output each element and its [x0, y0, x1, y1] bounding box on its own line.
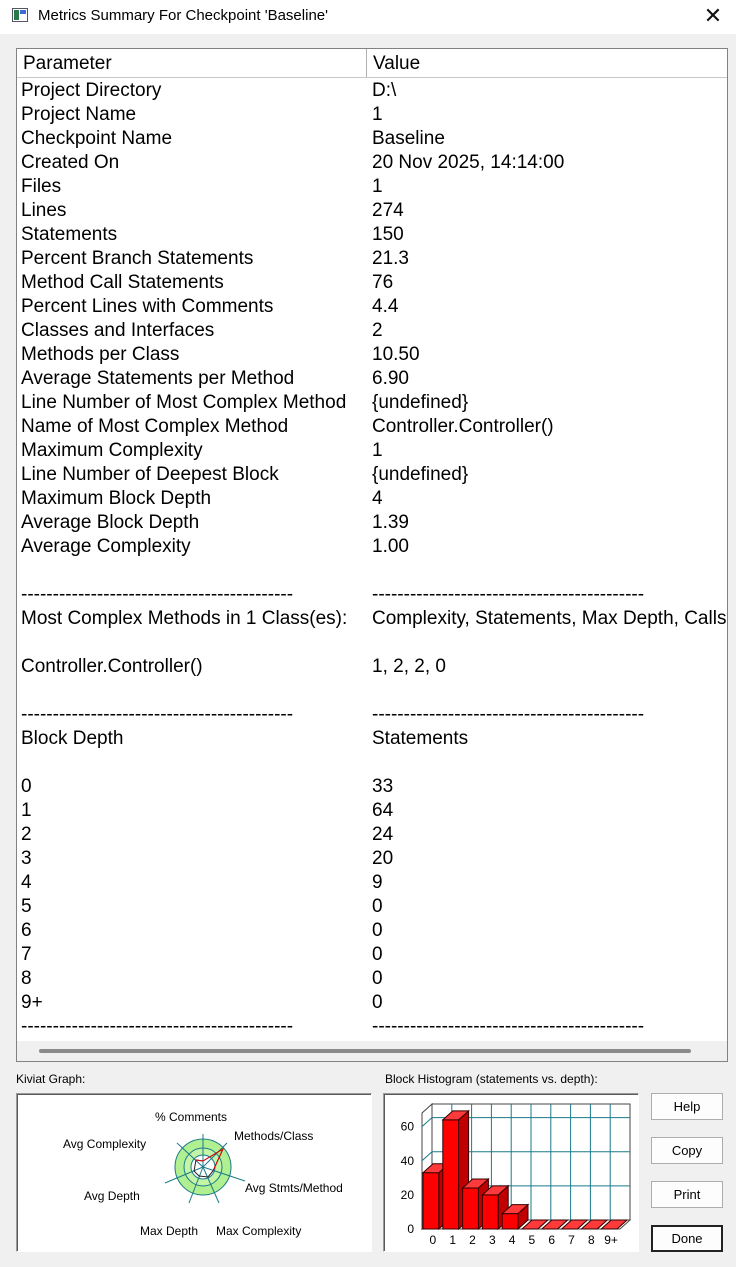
parameter-cell: 7	[21, 944, 32, 965]
parameter-cell: Project Name	[21, 104, 137, 125]
value-cell: Statements	[372, 728, 469, 749]
parameter-cell: Average Block Depth	[21, 512, 200, 533]
table-row[interactable]	[17, 919, 728, 943]
histogram-bar-front	[423, 1173, 439, 1229]
table-row[interactable]	[17, 967, 728, 991]
kiviat-label: Kiviat Graph:	[16, 1072, 86, 1086]
kiviat-graph	[17, 1094, 371, 1251]
value-cell: 274	[372, 200, 404, 221]
table-row[interactable]	[17, 343, 728, 367]
parameter-cell: Average Complexity	[21, 536, 191, 557]
table-row[interactable]	[17, 751, 728, 775]
value-cell: {undefined}	[372, 464, 469, 485]
x-tick-label: 3	[488, 1233, 496, 1247]
x-tick-label: 4	[508, 1233, 516, 1247]
parameter-cell: Maximum Block Depth	[21, 488, 212, 509]
parameter-cell: 1	[21, 800, 32, 821]
table-row[interactable]	[17, 487, 728, 511]
column-header-value[interactable]: Value	[373, 53, 421, 74]
parameter-cell: Block Depth	[21, 728, 124, 749]
table-row[interactable]	[17, 871, 728, 895]
help-button[interactable]: Help	[651, 1093, 723, 1120]
kiviat-axis-label-methods-class: Methods/Class	[234, 1129, 314, 1143]
x-tick-label: 8	[587, 1233, 595, 1247]
x-tick-label: 1	[449, 1233, 457, 1247]
parameter-cell: 5	[21, 896, 32, 917]
value-cell: 1.00	[372, 536, 409, 557]
parameter-cell: Checkpoint Name	[21, 128, 173, 149]
kiviat-axis-label-max-complexity: Max Complexity	[216, 1224, 302, 1238]
table-row[interactable]	[17, 463, 728, 487]
histogram-bar-front	[482, 1195, 498, 1229]
x-tick-label: 2	[469, 1233, 476, 1247]
table-row[interactable]	[17, 559, 728, 583]
table-row[interactable]	[17, 943, 728, 967]
print-button[interactable]: Print	[651, 1181, 723, 1208]
table-row[interactable]	[17, 1015, 728, 1039]
horizontal-scrollbar[interactable]	[17, 1041, 728, 1061]
parameter-cell: -------------------------------------------	[21, 1016, 294, 1037]
value-cell: 2	[372, 320, 383, 341]
parameter-cell: 6	[21, 920, 32, 941]
kiviat-axis-label-avg-stmts: Avg Stmts/Method	[245, 1181, 343, 1195]
parameter-cell: Percent Lines with Comments	[21, 296, 274, 317]
value-cell: 0	[372, 920, 383, 941]
parameter-cell: -------------------------------------------	[21, 704, 294, 725]
value-cell: Baseline	[372, 128, 445, 149]
table-row[interactable]	[17, 679, 728, 703]
value-cell: D:\	[372, 80, 397, 101]
y-tick-label: 40	[400, 1153, 414, 1168]
value-cell: 0	[372, 896, 383, 917]
value-cell: 10.50	[372, 344, 420, 365]
table-row[interactable]	[17, 103, 728, 127]
table-row[interactable]	[17, 367, 728, 391]
y-tick-label: 60	[400, 1119, 414, 1134]
histogram-panel	[383, 1093, 639, 1252]
value-cell: 0	[372, 944, 383, 965]
value-cell: {undefined}	[372, 392, 469, 413]
table-row[interactable]	[17, 583, 728, 607]
parameter-cell: Name of Most Complex Method	[21, 416, 289, 437]
value-cell: 24	[372, 824, 394, 845]
parameter-cell: Most Complex Methods in 1 Class(es):	[21, 608, 348, 629]
value-cell: 1	[372, 104, 383, 125]
kiviat-axis-label-avg-depth: Avg Depth	[84, 1189, 140, 1203]
value-cell: 1, 2, 2, 0	[372, 656, 446, 677]
value-cell: -------------------------------------------	[372, 584, 645, 605]
app-icon	[12, 8, 28, 22]
value-cell: 1	[372, 176, 383, 197]
parameter-cell: 0	[21, 776, 32, 797]
histogram-bar-front	[502, 1214, 518, 1229]
value-cell: 150	[372, 224, 404, 245]
table-row[interactable]	[17, 727, 728, 751]
scrollbar-thumb[interactable]	[39, 1049, 691, 1053]
window-title: Metrics Summary For Checkpoint 'Baseline'	[38, 7, 328, 24]
x-tick-label: 9+	[604, 1233, 618, 1247]
table-row[interactable]	[17, 319, 728, 343]
table-row[interactable]	[17, 175, 728, 199]
table-row[interactable]	[17, 847, 728, 871]
parameter-cell: -------------------------------------------	[21, 584, 294, 605]
parameter-cell: Percent Branch Statements	[21, 248, 254, 269]
histogram-label: Block Histogram (statements vs. depth):	[385, 1072, 598, 1086]
parameter-cell: 4	[21, 872, 32, 893]
value-cell: 1	[372, 440, 383, 461]
table-row[interactable]	[17, 535, 728, 559]
kiviat-axis-label-comments: % Comments	[155, 1110, 228, 1124]
table-row[interactable]	[17, 799, 728, 823]
kiviat-graph-panel	[16, 1093, 372, 1252]
kiviat-axis-label-avg-complexity: Avg Complexity	[63, 1137, 147, 1151]
value-cell: 1.39	[372, 512, 409, 533]
table-row[interactable]	[17, 151, 728, 175]
histogram-bar-front	[443, 1120, 459, 1229]
value-cell: 33	[372, 776, 394, 797]
parameter-cell: Method Call Statements	[21, 272, 224, 293]
parameter-cell: Controller.Controller()	[21, 656, 203, 677]
histogram-x-ticks	[430, 1233, 618, 1247]
table-row[interactable]	[17, 79, 728, 103]
value-cell: 4.4	[372, 296, 399, 317]
table-header	[17, 49, 728, 78]
table-row[interactable]	[17, 223, 728, 247]
histogram-bar-front	[463, 1188, 479, 1229]
y-tick-label: 20	[400, 1187, 414, 1202]
y-tick-label: 0	[407, 1222, 414, 1236]
table-row[interactable]	[17, 775, 728, 799]
value-cell: 20	[372, 848, 394, 869]
value-cell: 4	[372, 488, 383, 509]
parameter-cell: Statements	[21, 224, 118, 245]
value-cell: -------------------------------------------	[372, 1016, 645, 1037]
table-row[interactable]	[17, 295, 728, 319]
table-row[interactable]	[17, 511, 728, 535]
x-tick-label: 6	[548, 1233, 556, 1247]
value-cell: -------------------------------------------	[372, 704, 645, 725]
value-cell: Controller.Controller()	[372, 416, 554, 437]
parameter-cell: Classes and Interfaces	[21, 320, 215, 341]
value-cell: Complexity, Statements, Max Depth, Calls	[372, 608, 727, 629]
parameter-cell: Line Number of Most Complex Method	[21, 392, 347, 413]
value-cell: 6.90	[372, 368, 409, 389]
table-row[interactable]	[17, 655, 728, 679]
close-button[interactable]: ✕	[703, 3, 723, 28]
x-tick-label: 0	[429, 1233, 437, 1247]
done-button[interactable]: Done	[651, 1225, 723, 1252]
parameter-cell: Maximum Complexity	[21, 440, 203, 461]
block-histogram	[384, 1094, 638, 1251]
table-row[interactable]	[17, 607, 728, 631]
parameter-cell: Average Statements per Method	[21, 368, 295, 389]
parameter-cell: Methods per Class	[21, 344, 180, 365]
metrics-table[interactable]	[16, 48, 728, 1062]
parameter-cell: 3	[21, 848, 32, 869]
parameter-cell: 9+	[21, 992, 43, 1013]
value-cell: 0	[372, 992, 383, 1013]
value-cell: 21.3	[372, 248, 409, 269]
table-row[interactable]	[17, 271, 728, 295]
table-row[interactable]	[17, 703, 728, 727]
table-row[interactable]	[17, 391, 728, 415]
value-cell: 0	[372, 968, 383, 989]
kiviat-axis-label-max-depth: Max Depth	[140, 1224, 199, 1238]
parameter-cell: Files	[21, 176, 62, 197]
parameter-cell: 2	[21, 824, 32, 845]
table-row[interactable]	[17, 991, 728, 1015]
histogram-y-ticks	[401, 1120, 415, 1236]
value-cell: 76	[372, 272, 394, 293]
title-bar	[0, 0, 736, 34]
parameter-cell: Created On	[21, 152, 120, 173]
table-row[interactable]	[17, 439, 728, 463]
value-cell: 9	[372, 872, 383, 893]
parameter-cell: Line Number of Deepest Block	[21, 464, 279, 485]
table-row[interactable]	[17, 631, 728, 655]
value-cell: 20 Nov 2025, 14:14:00	[372, 152, 565, 173]
x-tick-label: 5	[528, 1233, 536, 1247]
table-row[interactable]	[17, 199, 728, 223]
table-row[interactable]	[17, 823, 728, 847]
parameter-cell: Project Directory	[21, 80, 162, 101]
copy-button[interactable]: Copy	[651, 1137, 723, 1164]
column-header-parameter[interactable]: Parameter	[17, 49, 367, 77]
value-cell: 64	[372, 800, 394, 821]
table-row[interactable]	[17, 895, 728, 919]
table-body	[17, 79, 728, 1039]
table-row[interactable]	[17, 415, 728, 439]
x-tick-label: 7	[568, 1233, 575, 1247]
parameter-cell: 8	[21, 968, 32, 989]
parameter-cell: Lines	[21, 200, 67, 221]
table-row[interactable]	[17, 127, 728, 151]
table-row[interactable]	[17, 247, 728, 271]
